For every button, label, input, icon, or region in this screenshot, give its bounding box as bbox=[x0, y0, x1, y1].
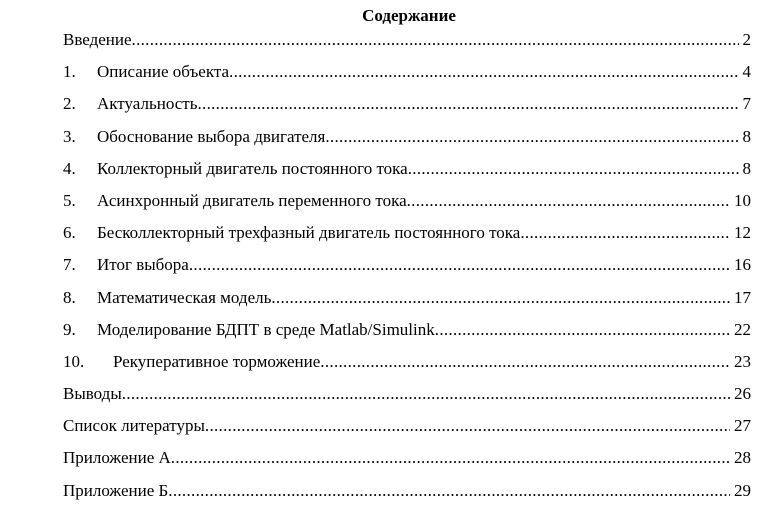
toc-dot-leader bbox=[271, 284, 730, 312]
toc-entry-title: Математическая модель bbox=[97, 287, 272, 307]
toc-entry-page: 27 bbox=[734, 416, 751, 436]
toc-entry-page: 17 bbox=[734, 287, 751, 307]
toc-entry-title: Коллекторный двигатель постоянного тока bbox=[97, 158, 408, 178]
toc-entry-title: Введение bbox=[63, 30, 132, 49]
toc-dot-leader bbox=[168, 477, 730, 505]
toc-entry-number: 4. bbox=[63, 158, 76, 178]
toc-entry-title: Итог выбора bbox=[97, 255, 189, 275]
toc-entry-title: Актуальность bbox=[97, 94, 198, 114]
toc-entry-title: Обоснование выбора двигателя bbox=[97, 126, 326, 146]
toc-dot-leader bbox=[325, 123, 738, 151]
toc-entry-page: 12 bbox=[734, 223, 751, 243]
toc-entry-number: 2. bbox=[63, 94, 76, 114]
toc-entry-number: 5. bbox=[63, 190, 76, 210]
toc-entry-page: 8 bbox=[742, 158, 751, 178]
toc-entry[interactable] bbox=[63, 58, 751, 90]
toc-entry-title: Рекуперативное торможение bbox=[113, 351, 321, 371]
toc-entry[interactable] bbox=[63, 90, 751, 122]
toc-entry-page: 10 bbox=[734, 190, 751, 210]
toc-entry[interactable] bbox=[63, 219, 751, 251]
toc-entry-page: 28 bbox=[734, 448, 751, 468]
toc-entry-number: 10. bbox=[63, 351, 85, 371]
toc-entry[interactable] bbox=[63, 26, 751, 58]
toc-entry[interactable] bbox=[63, 477, 751, 509]
toc-entry-page: 2 bbox=[742, 30, 751, 49]
toc-entry-page: 23 bbox=[734, 351, 751, 371]
toc-entry[interactable] bbox=[63, 316, 751, 348]
toc-entry[interactable] bbox=[63, 348, 751, 380]
toc-entry[interactable] bbox=[63, 155, 751, 187]
toc-entry-title: Моделирование БДПТ в среде Matlab/Simulink bbox=[97, 319, 435, 339]
toc-entry-title: Список литературы bbox=[63, 416, 205, 436]
toc-entry-number: 1. bbox=[63, 62, 76, 82]
toc-entry-title: Приложение А bbox=[63, 448, 171, 468]
toc-dot-leader bbox=[435, 316, 730, 344]
toc-entry-number: 9. bbox=[63, 319, 76, 339]
toc-dot-leader bbox=[520, 219, 730, 247]
toc-entry[interactable] bbox=[63, 251, 751, 283]
toc-title: Содержание bbox=[362, 6, 456, 25]
toc-entry-page: 4 bbox=[742, 62, 751, 82]
toc-entry-title: Выводы bbox=[63, 384, 122, 404]
toc-entry[interactable] bbox=[63, 284, 751, 316]
toc-dot-leader bbox=[229, 58, 738, 86]
toc-dot-leader bbox=[408, 155, 739, 183]
toc-entry-page: 26 bbox=[734, 384, 751, 404]
toc-entry-title: Бесколлекторный трехфазный двигатель постоянного тока bbox=[97, 223, 521, 243]
toc-list bbox=[63, 26, 751, 509]
toc-entry-title: Приложение Б bbox=[63, 480, 169, 500]
toc-dot-leader bbox=[205, 412, 730, 440]
toc-dot-leader bbox=[407, 187, 730, 215]
toc-entry[interactable] bbox=[63, 123, 751, 155]
toc-entry-title: Асинхронный двигатель переменного тока bbox=[97, 190, 407, 210]
toc-dot-leader bbox=[189, 251, 730, 279]
toc-dot-leader bbox=[171, 444, 730, 472]
toc-entry-page: 8 bbox=[742, 126, 751, 146]
toc-entry-number: 3. bbox=[63, 126, 76, 146]
toc-entry-number: 8. bbox=[63, 287, 76, 307]
toc-entry[interactable] bbox=[63, 412, 751, 444]
toc-entry-number: 6. bbox=[63, 223, 76, 243]
toc-dot-leader bbox=[132, 26, 739, 54]
toc-entry-number: 7. bbox=[63, 255, 76, 275]
toc-dot-leader bbox=[320, 348, 730, 376]
toc-entry[interactable] bbox=[63, 444, 751, 476]
toc-entry-title: Описание объекта bbox=[97, 62, 230, 82]
toc-entry[interactable] bbox=[63, 187, 751, 219]
toc-dot-leader bbox=[197, 90, 738, 118]
toc-dot-leader bbox=[122, 380, 730, 408]
toc-entry-page: 29 bbox=[734, 480, 751, 500]
toc-entry-page: 22 bbox=[734, 319, 751, 339]
toc-entry-page: 7 bbox=[742, 94, 751, 114]
toc-entry-page: 16 bbox=[734, 255, 751, 275]
toc-entry[interactable] bbox=[63, 380, 751, 412]
